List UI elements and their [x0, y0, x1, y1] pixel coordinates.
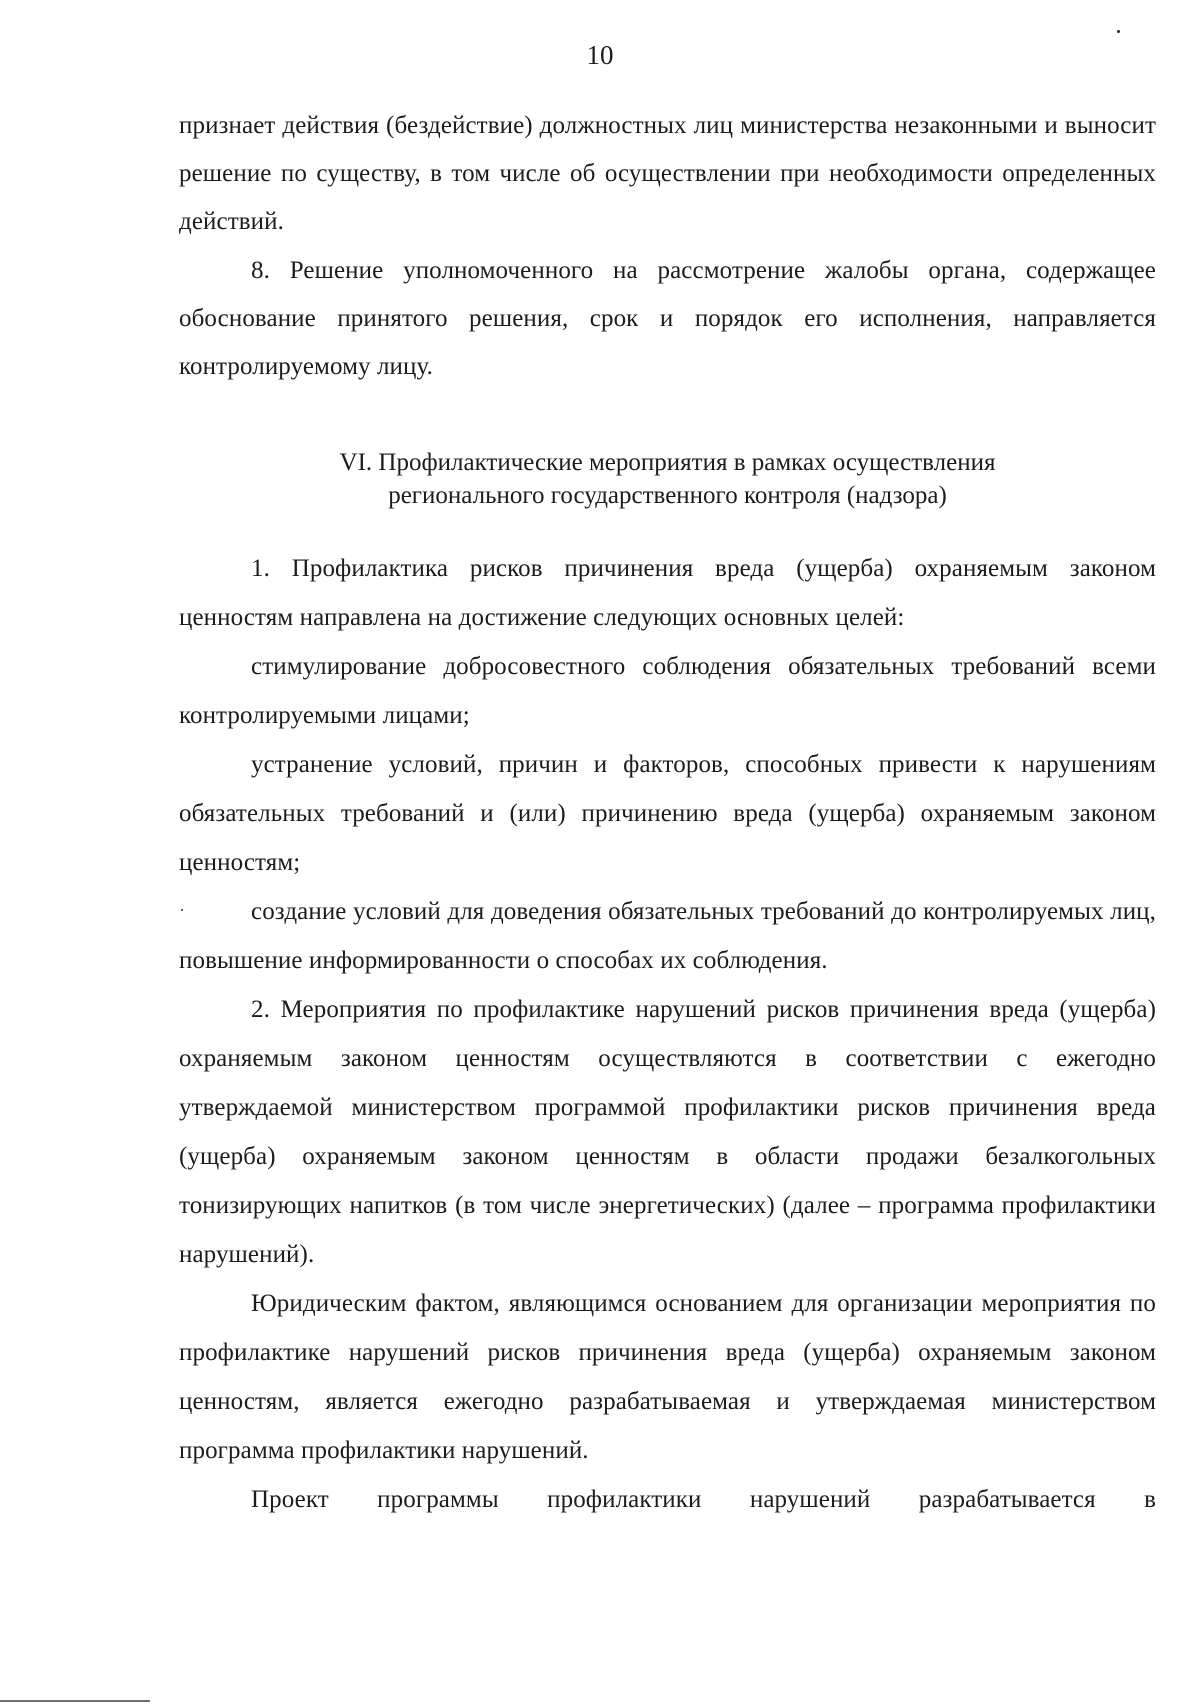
- intro-text-block: [179, 102, 1156, 391]
- section-heading: [179, 446, 1156, 512]
- paragraph-goal-stimulation: стимулирование добросовестного соблюдения обязательных требований всеми контролируемыми лицами;: [179, 653, 1156, 729]
- section-text-block: [179, 544, 1156, 1524]
- paragraph-draft-program: Проект программы профилактики нарушений разрабатывается в: [251, 1486, 1156, 1513]
- scan-speck: [181, 909, 183, 911]
- scan-speck: [1117, 30, 1120, 33]
- paragraph-item-2: 2. Мероприятия по профилактике нарушений рисков причинения вреда (ущерба) охраняемым законом ценностям осуществляются в соответствии с ежегодно утверждаемой министерством программой профилактики рисков причинения вреда (ущерба) охраняемым законом ценностям в области продажи безалкогольных тонизирующих напитков (в том числе энергетических) (далее – программа профилактики нарушений).: [179, 996, 1156, 1268]
- section-heading-line-1: VI. Профилактические мероприятия в рамках осуществления: [339, 449, 996, 476]
- page-number: 10: [586, 40, 614, 70]
- paragraph-continuation: признает действия (бездействие) должностных лиц министерства незаконными и выносит решение по существу, в том числе об осуществлении при необходимости определенных действий.: [179, 112, 1156, 236]
- scan-edge-line: [0, 1700, 150, 1702]
- paragraph-goal-elimination: устранение условий, причин и факторов, способных привести к нарушениям обязательных требований и (или) причинению вреда (ущерба) охраняемым законом ценностям;: [179, 751, 1156, 876]
- section-heading-line-2: регионального государственного контроля (надзора): [388, 482, 947, 509]
- paragraph-item-8: 8. Решение уполномоченного на рассмотрение жалобы органа, содержащее обоснование принятого решения, срок и порядок его исполнения, направляется контролируемому лицу.: [179, 256, 1156, 381]
- paragraph-legal-fact: Юридическим фактом, являющимся основанием для организации мероприятия по профилактике нарушений рисков причинения вреда (ущерба) охраняемым законом ценностям, является ежегодно разрабатываемая и утверждаемая министерством программа профилактики нарушений.: [179, 1290, 1156, 1464]
- paragraph-goal-awareness: создание условий для доведения обязательных требований до контролируемых лиц, повышение информированности о способах их соблюдения.: [179, 898, 1156, 974]
- paragraph-item-1: 1. Профилактика рисков причинения вреда (ущерба) охраняемым законом ценностям направлена на достижение следующих основных целей:: [179, 555, 1156, 631]
